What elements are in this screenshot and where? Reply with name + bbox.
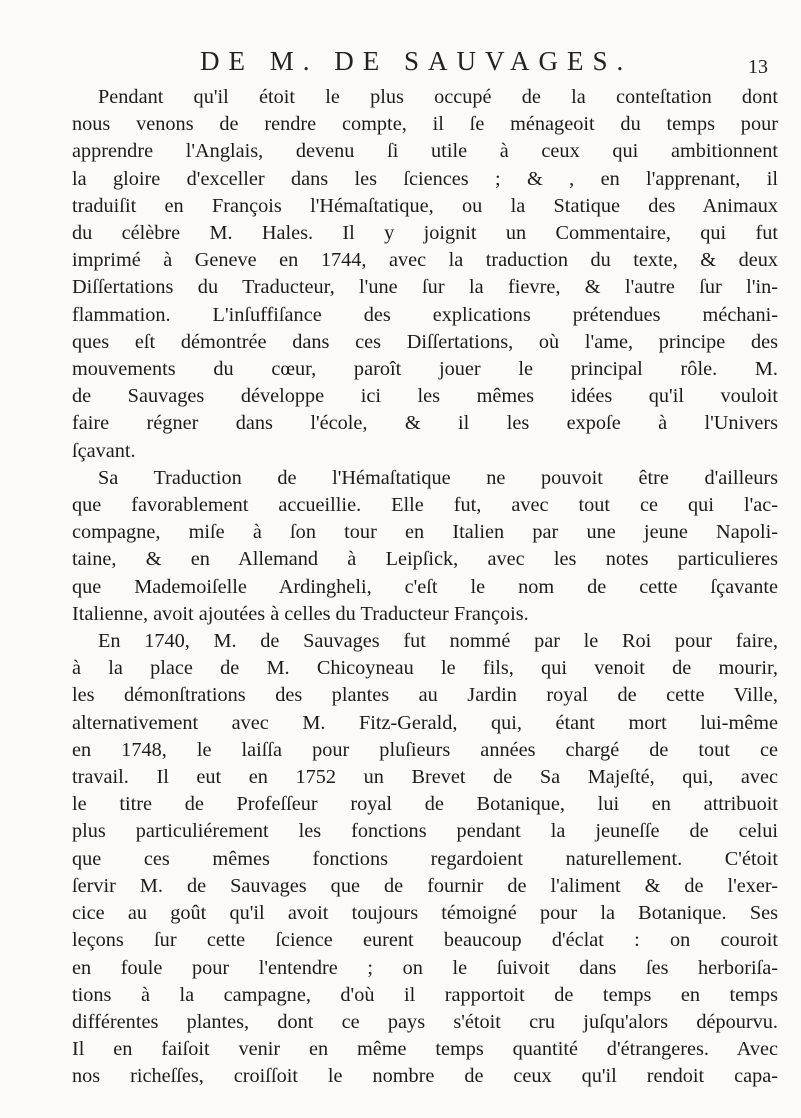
text-line: différentes plantes, dont ce pays s'étoit cru juſqu'alors dépourvu. [72,1010,778,1033]
text-line: Italienne, avoit ajoutées à celles du Traducteur François. [72,602,529,625]
text-line: imprimé à Geneve en 1744, avec la traduction du texte, & deux [72,249,778,272]
running-title: DE M. DE SAUVAGES. [200,46,633,76]
paragraph-3 [72,628,778,1090]
text-line: mouvements du cœur, paroît jouer le principal rôle. M. [72,358,778,381]
page-number: 13 [748,56,768,78]
text-line: En 1740, M. de Sauvages fut nommé par le Roi pour faire, [98,630,778,653]
text-line: de Sauvages développe ici les mêmes idées qu'il vouloit [72,385,778,408]
text-line: que favorablement accueillie. Elle fut, avec tout ce qui l'ac- [72,494,778,517]
text-line: la gloire d'exceller dans les ſciences ; & , en l'apprenant, il [72,167,778,190]
text-line: apprendre l'Anglais, devenu ſi utile à ceux qui ambitionnent [72,140,778,163]
text-line: compagne, miſe à ſon tour en Italien par une jeune Napoli- [72,521,778,544]
text-line: le titre de Profeſſeur royal de Botanique, lui en attribuoit [72,793,778,816]
text-line: en foule pour l'entendre ; on le ſuivoit dans ſes herboriſa- [72,956,778,979]
text-line: à la place de M. Chicoyneau le fils, qui venoit de mourir, [72,657,778,680]
text-line: en 1748, le laiſſa pour pluſieurs années chargé de tout ce [72,738,778,761]
text-line: taine, & en Allemand à Leipſick, avec les notes particulieres [72,548,778,571]
text-line: plus particuliérement les fonctions pendant la jeuneſſe de celui [72,820,778,843]
text-line: Pendant qu'il étoit le plus occupé de la conteſtation dont [98,86,778,108]
text-line: tions à la campagne, d'où il rapportoit de temps en temps [72,983,778,1006]
text-line: Diſſertations du Traducteur, l'une ſur la fievre, & l'autre ſur l'in- [72,276,778,299]
text-line: Il en faiſoit venir en même temps quantité d'étrangeres. Avec [72,1038,778,1061]
text-line: du célèbre M. Hales. Il y joignit un Commentaire, qui fut [72,222,778,245]
text-line: cice au goût qu'il avoit toujours témoigné pour la Botanique. Ses [72,902,778,925]
text-line: Sa Traduction de l'Hémaſtatique ne pouvoit être d'ailleurs [98,466,778,489]
body-text [72,84,778,1091]
text-line: les démonſtrations des plantes au Jardin royal de cette Ville, [72,684,778,707]
text-line: traduiſit en François l'Hémaſtatique, ou la Statique des Animaux [72,194,778,217]
text-line: flammation. L'inſuffiſance des explications prétendues méchani- [72,303,778,326]
text-line: ſervir M. de Sauvages que de fournir de l'aliment & de l'exer- [72,874,778,897]
text-line: nous venons de rendre compte, il ſe ménageoit du temps pour [72,113,778,136]
paragraph-1 [72,84,778,465]
text-line: nos richeſſes, croiſſoit le nombre de ceux qu'il rendoit capa- [72,1065,778,1088]
text-line: alternativement avec M. Fitz-Gerald, qui, étant mort lui-même [72,711,778,734]
text-line: ſçavant. [72,439,136,462]
text-line: que Mademoiſelle Ardingheli, c'eſt le nom de cette ſçavante [72,575,778,598]
text-line: leçons ſur cette ſcience eurent beaucoup d'éclat : on couroit [72,929,778,952]
text-line: que ces mêmes fonctions regardoient naturellement. C'étoit [72,847,778,870]
text-line: travail. Il eut en 1752 un Brevet de Sa Majeſté, qui, avec [72,766,778,789]
text-line: ques eſt démontrée dans ces Diſſertations, où l'ame, principe des [72,330,778,353]
paragraph-2 [72,465,778,628]
text-line: faire régner dans l'école, & il les expoſe à l'Univers [72,412,778,435]
